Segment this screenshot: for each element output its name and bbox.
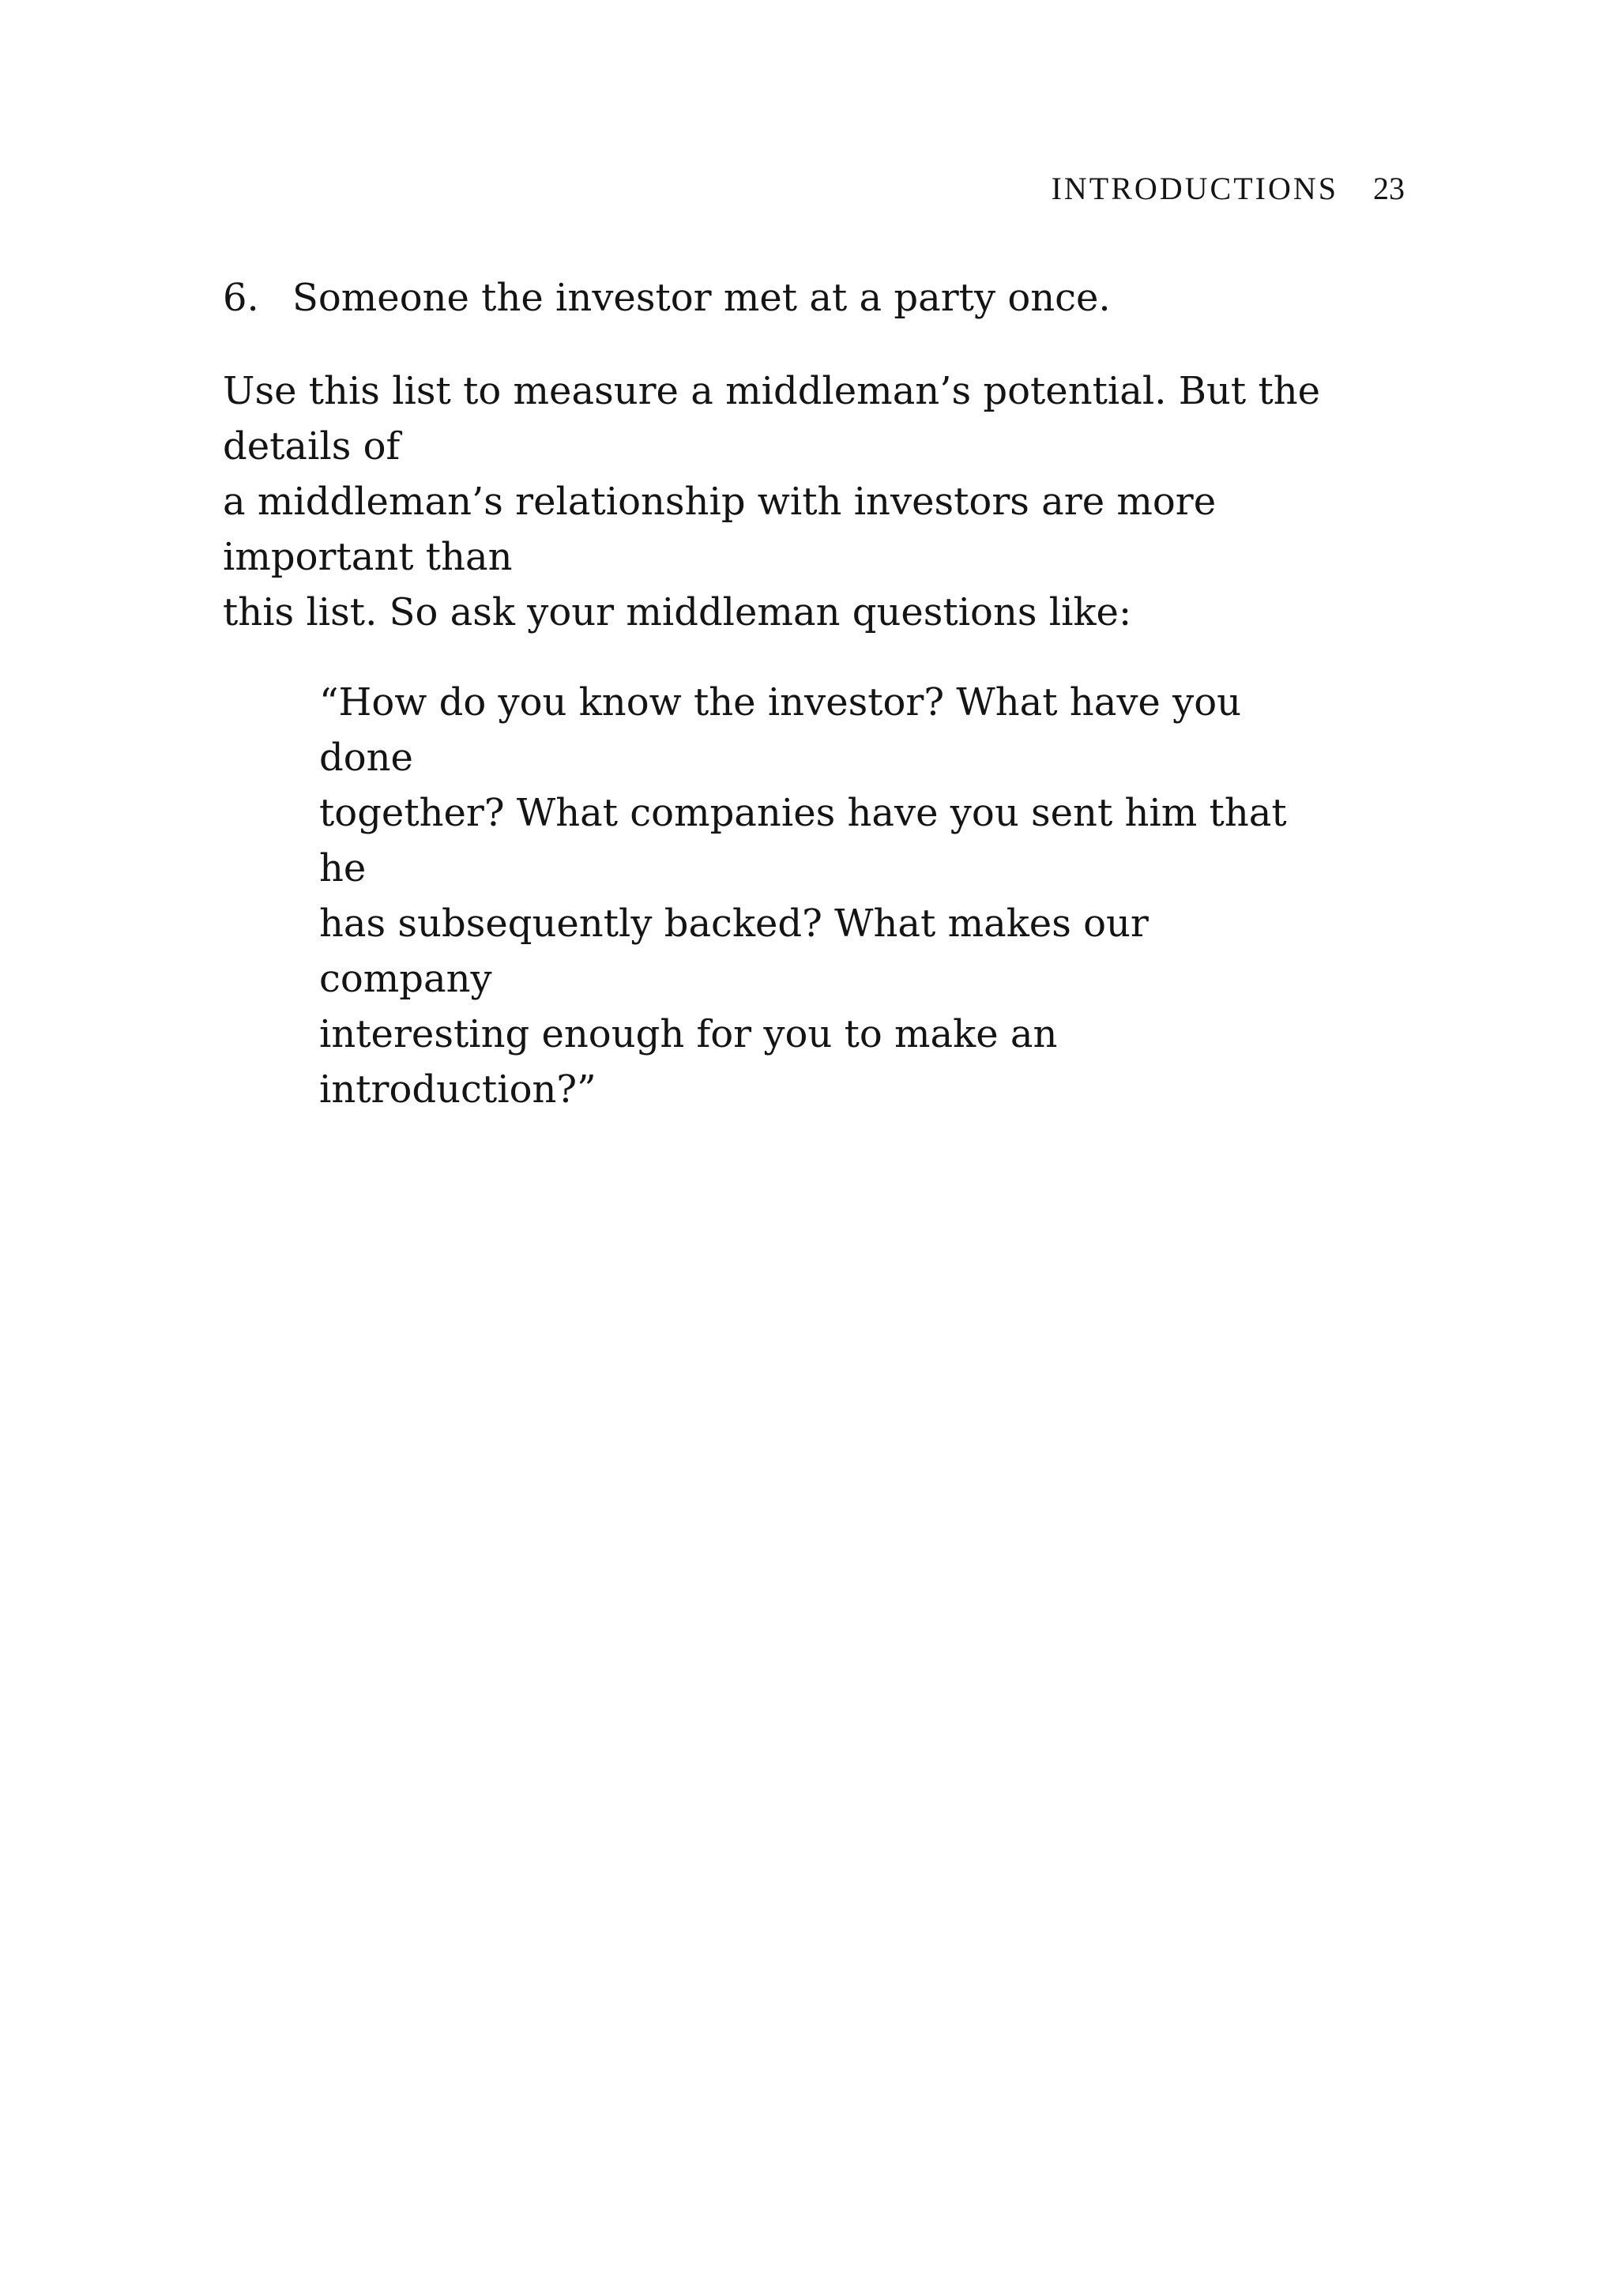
page-body	[223, 270, 1405, 1117]
running-header	[1052, 169, 1405, 209]
block-quote: “How do you know the investor? What have you done together? What companies have you sent him that he has subsequently backed? What makes our company interesting enough for you to make an introduction?”	[319, 680, 1287, 1112]
list-item-text: Someone the investor met at a party once.	[292, 276, 1111, 320]
body-paragraph: Use this list to measure a middleman’s potential. But the details of a middleman’s relationship with investors are more important than this list. So ask your middleman questions like:	[223, 369, 1321, 634]
page-number: 23	[1373, 171, 1405, 206]
list-item-number: 6.	[223, 276, 259, 320]
running-title: INTRODUCTIONS	[1051, 171, 1338, 206]
list-item	[223, 270, 1405, 326]
